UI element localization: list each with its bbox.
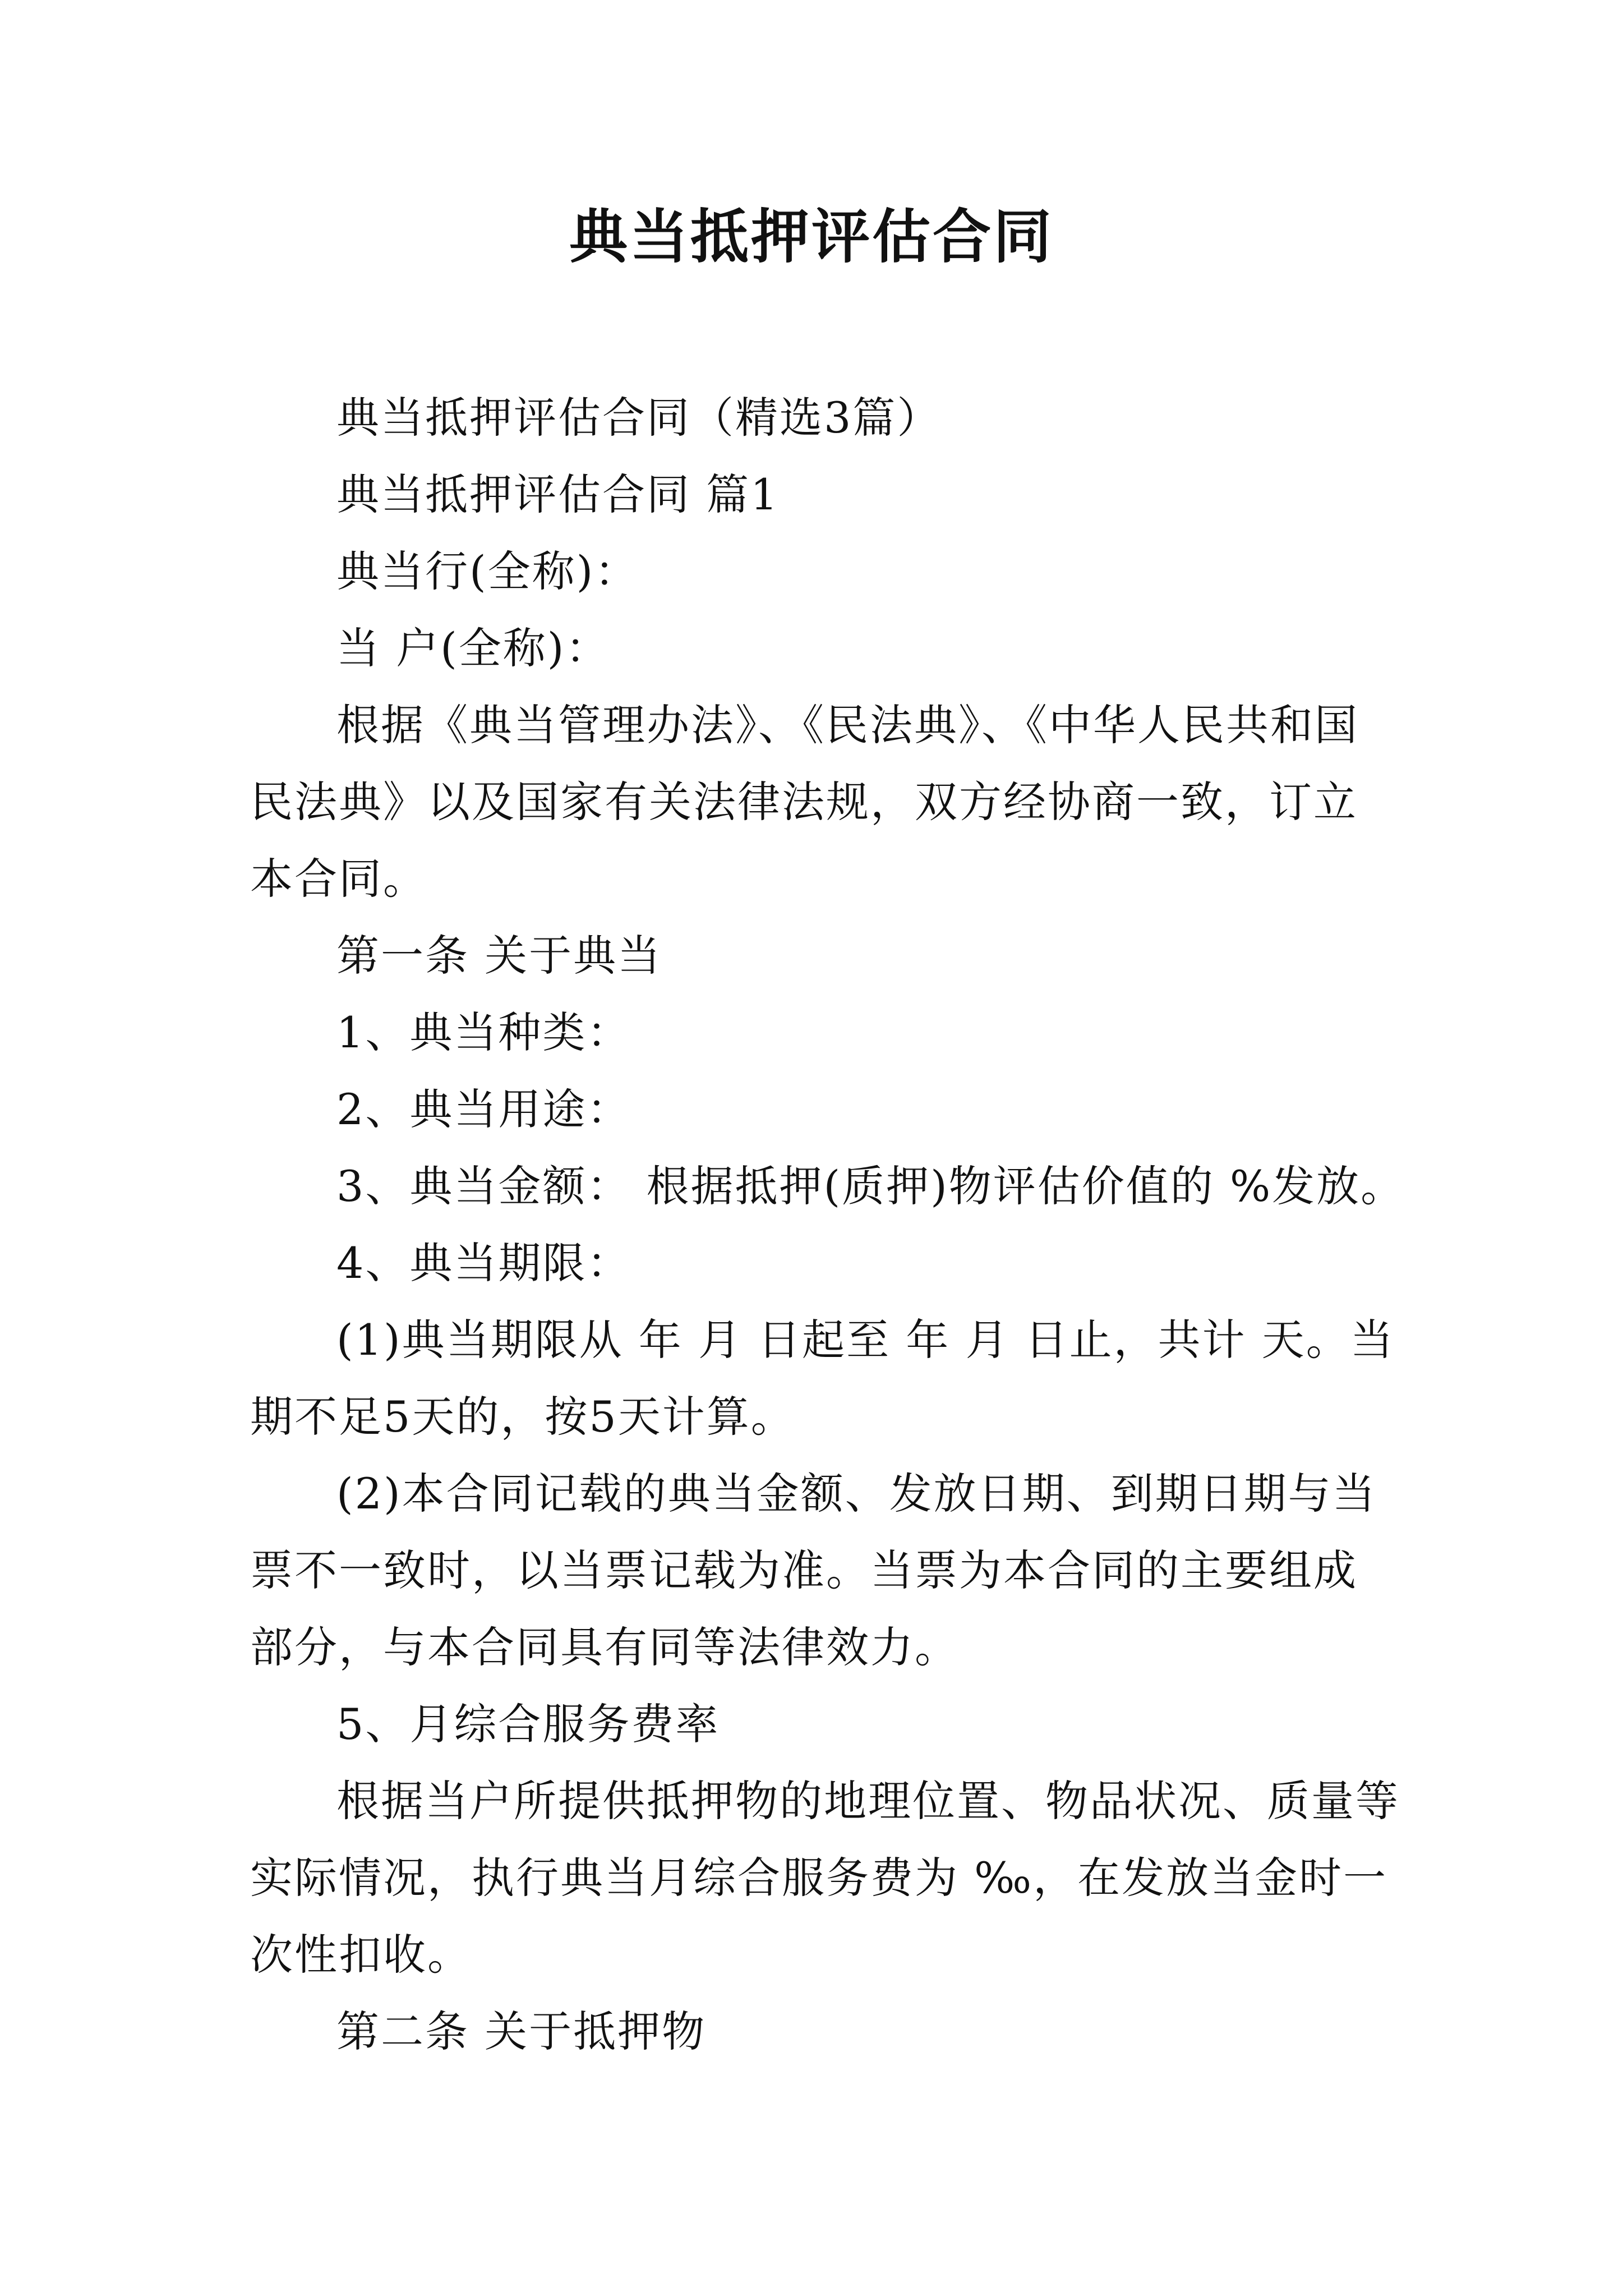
paragraph-client-name: 当 户(全称)： — [336, 623, 610, 673]
paragraph-term-period: (1)典当期限从 年 月 日起至 年 月 日止，共计 天。当期不足5天的，按5天计算。 — [250, 1315, 1395, 1442]
paragraph-pawn-type: 1、典当种类： — [336, 1007, 631, 1057]
paragraph-section-heading: 典当抵押评估合同 篇1 — [336, 470, 780, 519]
document-body — [250, 379, 1405, 2070]
paragraph-ticket-precedence: (2)本合同记载的典当金额、发放日期、到期日期与当票不一致时，以当票记载为准。当票为本合同的主要组成部分，与本合同具有同等法律效力。 — [250, 1469, 1377, 1672]
paragraph-pawn-use: 2、典当用途： — [336, 1084, 631, 1134]
paragraph-article-2-heading: 第二条 关于抵押物 — [336, 2007, 707, 2056]
paragraph-legal-basis: 根据《典当管理办法》、《民法典》、《中华人民共和国民法典》以及国家有关法律法规，双方经协商一致，订立本合同。 — [250, 700, 1359, 904]
paragraph-service-fee-detail: 根据当户所提供抵押物的地理位置、物品状况、质量等实际情况，执行典当月综合服务费为 ‰，在发放当金时一次性扣收。 — [250, 1776, 1400, 1980]
paragraph-article-1-heading: 第一条 关于典当 — [336, 931, 662, 981]
paragraph-pawnshop-name: 典当行(全称)： — [336, 546, 639, 596]
paragraph-service-fee-heading: 5、月综合服务费率 — [336, 1699, 720, 1749]
paragraph-pawn-amount: 3、典当金额： 根据抵押(质押)物评估价值的 %发放。 — [336, 1161, 1405, 1211]
paragraph-pawn-term: 4、典当期限： — [336, 1238, 631, 1288]
document-title: 典当抵押评估合同 — [569, 202, 1054, 271]
paragraph-subtitle: 典当抵押评估合同（精选3篇） — [336, 393, 942, 443]
